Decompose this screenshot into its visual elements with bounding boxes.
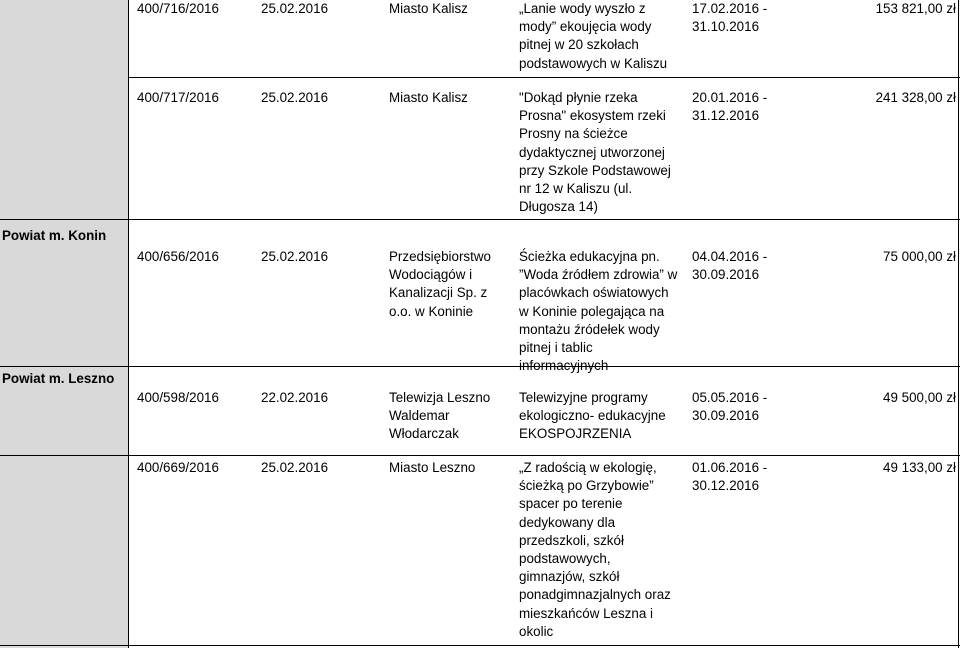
row-divider (0, 366, 960, 367)
row-divider (129, 77, 960, 78)
agreement-number: 400/716/2016 (137, 1, 219, 16)
grant-amount: 49 500,00 zł (883, 390, 956, 405)
beneficiary-name: Miasto Kalisz (389, 1, 468, 16)
project-title: „Z radością w ekologię, ścieżką po Grzybowie” spacer po terenie dedykowany dla przedszkoli, szkół podstawowych, gimnazjów, szkół ponadgimnazjalnych oraz mieszkańców Leszna i okolic (519, 460, 671, 639)
project-period: 17.02.2016 - 31.10.2016 (692, 1, 768, 35)
agreement-number: 400/656/2016 (137, 249, 219, 264)
project-period: 20.01.2016 - 31.12.2016 (692, 90, 768, 124)
agreement-number: 400/669/2016 (137, 460, 219, 475)
project-title: Telewizyjne programy ekologiczno- edukacyjne EKOSPOJRZENIA (519, 390, 666, 442)
project-period: 01.06.2016 - 30.12.2016 (692, 460, 768, 494)
beneficiary-name: Miasto Leszno (389, 460, 476, 475)
grant-amount: 153 821,00 zł (875, 1, 956, 16)
project-period: 04.04.2016 - 30.09.2016 (692, 249, 768, 283)
district-label-leszno: Powiat m. Leszno (2, 371, 115, 386)
agreement-date: 25.02.2016 (261, 90, 329, 105)
row-divider (0, 455, 960, 456)
agreement-date: 22.02.2016 (261, 390, 329, 405)
project-period: 05.05.2016 - 30.09.2016 (692, 390, 768, 424)
project-title: Ścieżka edukacyjna pn. ”Woda źródłem zdrowia” w placówkach oświatowych w Koninie polegająca na montażu źródełek wody pitnej i tablic informacyjnych (519, 249, 678, 374)
column-divider (128, 0, 129, 648)
agreement-date: 25.02.2016 (261, 249, 329, 264)
district-label-konin: Powiat m. Konin (2, 228, 107, 243)
beneficiary-name: Telewizja Leszno Waldemar Włodarczak (389, 390, 491, 442)
row-divider (0, 645, 960, 646)
grant-amount: 241 328,00 zł (875, 90, 956, 105)
grant-amount: 75 000,00 zł (883, 249, 956, 264)
agreement-date: 25.02.2016 (261, 460, 329, 475)
district-column-background (0, 0, 128, 648)
beneficiary-name: Przedsiębiorstwo Wodociągów i Kanalizacji Sp. z o.o. w Koninie (389, 249, 491, 319)
column-divider (958, 0, 959, 648)
beneficiary-name: Miasto Kalisz (389, 90, 468, 105)
project-title: "Dokąd płynie rzeka Prosna" ekosystem rzeki Prosny na ścieżce dydaktycznej utworzonej przy Szkole Podstawowej nr 12 w Kaliszu (ul. Długosza 14) (519, 90, 671, 215)
row-divider (0, 219, 960, 220)
agreement-number: 400/717/2016 (137, 90, 219, 105)
grant-amount: 49 133,00 zł (883, 460, 956, 475)
project-title: „Lanie wody wyszło z mody” ekoujęcia wody pitnej w 20 szkołach podstawowych w Kaliszu (519, 1, 668, 71)
agreement-date: 25.02.2016 (261, 1, 329, 16)
agreement-number: 400/598/2016 (137, 390, 219, 405)
